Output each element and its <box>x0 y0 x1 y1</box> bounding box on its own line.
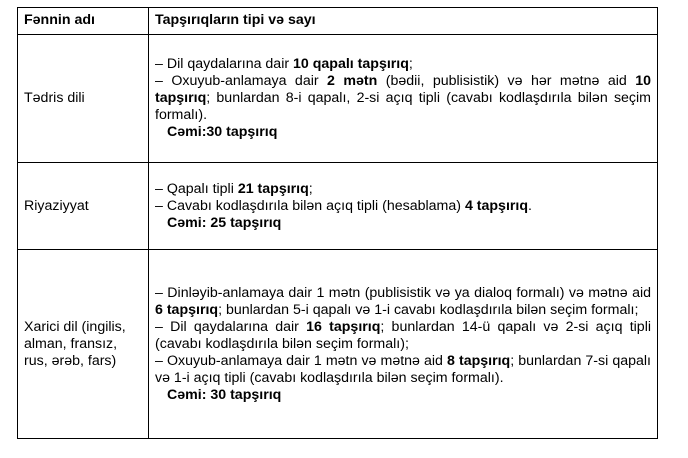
task-line: – Qapalı tipli 21 tapşırıq; <box>155 180 313 197</box>
subjects-table <box>17 7 658 439</box>
task-line: – Cavabı kodlaşdırıla bilən açıq tipli (hesablama) 4 tapşırıq. <box>155 197 532 214</box>
subject-name: Xarici dil (ingilis, alman, fransız, rus, ərəb, fars) <box>18 250 149 439</box>
task-description <box>149 35 658 163</box>
table-header-row <box>18 8 658 35</box>
task-line: – Dinləyib-anlamaya dair 1 mətn (publisistik və ya dialoq formalı) və mətnə aid 6 tapşırıq; bunlardan 5-i qapalı və 1-i cavabı kodlaşdırıla bilən seçim formalı; <box>155 284 651 318</box>
task-line: – Oxuyub-anlamaya dair 2 mətn (bədii, publisistik) və hər mətnə aid 10 tapşırıq; bunlardan 8-i qapalı, 2-si açıq tipli (cavabı kodlaşdırıla bilən seçim formalı). <box>155 73 651 123</box>
table-row <box>18 163 658 250</box>
table-row <box>18 250 658 439</box>
subject-name: Riyaziyyat <box>18 163 149 250</box>
subject-name: Tədris dili <box>18 35 149 163</box>
task-line: – Dil qaydalarına dair 10 qapalı tapşırıq; <box>155 56 413 72</box>
task-line: – Oxuyub-anlamaya dair 1 mətn və mətnə aid 8 tapşırıq; bunlardan 7-si qapalı və 1-i açıq tipli (cavabı kodlaşdırıla bilən seçim formalı). <box>155 352 651 386</box>
task-total: Cəmi: 25 tapşırıq <box>167 214 282 231</box>
header-task-type-count: Tapşırıqların tipi və sayı <box>149 8 658 35</box>
task-description <box>149 250 658 439</box>
task-line: – Dil qaydalarına dair 16 tapşırıq; bunlardan 14-ü qapalı və 2-si açıq tipli (cavabı kodlaşdırıla bilən seçim formalı); <box>155 318 651 352</box>
header-subject-name: Fənnin adı <box>18 8 149 35</box>
task-total: Cəmi:30 tapşırıq <box>167 124 278 140</box>
table-row <box>18 35 658 163</box>
task-description <box>149 163 658 250</box>
task-total: Cəmi: 30 tapşırıq <box>167 386 282 403</box>
